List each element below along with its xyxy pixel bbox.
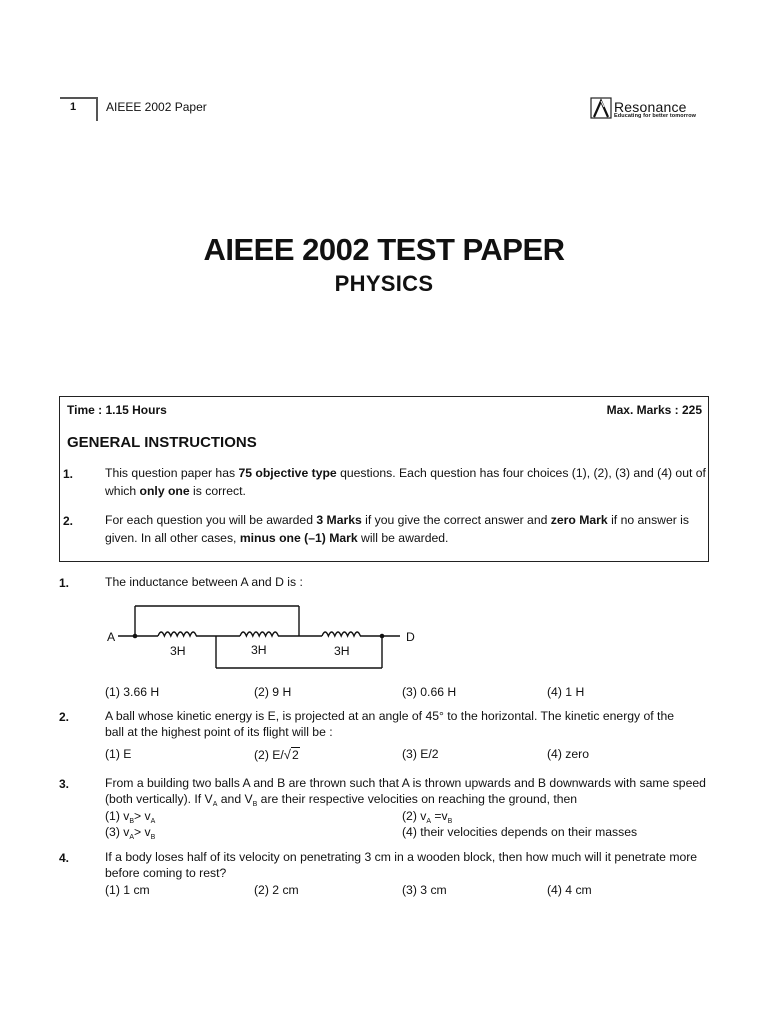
answer-option: (1) $v_B> v_A$ <box>105 809 156 825</box>
resonance-logo-icon <box>590 97 614 121</box>
question-number: 2. <box>59 710 70 724</box>
answer-option: (2) 9 H <box>254 685 292 699</box>
logo-tagline: Educating for better tomorrow <box>614 113 697 119</box>
instruction-number: 1. <box>63 467 74 481</box>
answer-option: (1) E <box>105 747 132 761</box>
answer-option: (4) their velocities depends on their masses <box>402 825 638 839</box>
answer-option: (2) 2 cm <box>254 883 299 897</box>
inductor-circuit-diagram <box>100 598 430 678</box>
question-text: If a body loses half of its velocity on penetrating 3 cm in a wooden block, then how much will it penetrate more <box>105 850 698 864</box>
page-title: AIEEE 2002 TEST PAPER <box>203 232 565 267</box>
answer-option: (2) $v_A =v_B$ <box>402 809 453 825</box>
inductor-label: 3H <box>334 644 350 658</box>
logo-name: Resonance <box>614 99 687 115</box>
answer-option: (4) zero <box>547 747 589 761</box>
page-subtitle: PHYSICS <box>334 271 434 296</box>
terminal-a-label: A <box>107 630 116 644</box>
time-label: Time : 1.15 Hours <box>67 403 167 417</box>
header-rule <box>60 97 98 99</box>
instruction-item: For each question you will be awarded 3 Marks if you give the correct answer and zero Mark if no answer is given. In all other cases, minus one (–1) Mark will be awarded. <box>105 513 689 545</box>
header-divider <box>96 97 98 121</box>
question-number: 3. <box>59 777 70 791</box>
question-text: From a building two balls A and B are thrown such that A is thrown upwards and B downwards with same speed <box>105 776 706 790</box>
instruction-number: 2. <box>63 514 74 528</box>
answer-option: (4) 1 H <box>547 685 585 699</box>
question-text: A ball whose kinetic energy is E, is projected at an angle of 45° to the horizontal. The kinetic energy of the <box>105 709 674 723</box>
paper-name: AIEEE 2002 Paper <box>106 100 207 114</box>
inductor-label: 3H <box>170 644 186 658</box>
instruction-item: This question paper has 75 objective type questions. Each question has four choices (1), (2), (3) and (4) out of which only one is correct. <box>105 466 706 498</box>
max-marks-label: Max. Marks : 225 <box>606 403 702 417</box>
question-text: The inductance between A and D is : <box>105 575 303 589</box>
page-number: 1 <box>70 101 77 113</box>
instructions-heading: GENERAL INSTRUCTIONS <box>67 434 257 451</box>
question-number: 1. <box>59 576 70 590</box>
question-text: before coming to rest? <box>105 866 227 880</box>
terminal-d-label: D <box>406 630 415 644</box>
answer-option: (2) E/√2 <box>254 747 299 762</box>
answer-option: (1) 3.66 H <box>105 685 160 699</box>
question-text: (both vertically). If $V_A$ and $V_B$ are their respective velocities on reaching the ground, then <box>105 792 578 808</box>
answer-option: (3) $v_A> v_B$ <box>105 825 156 841</box>
answer-option: (3) E/2 <box>402 747 439 761</box>
inductor-label: 3H <box>251 643 267 657</box>
question-number: 4. <box>59 851 70 865</box>
answer-option: (4) 4 cm <box>547 883 592 897</box>
question-text: ball at the highest point of its flight will be : <box>105 725 333 739</box>
answer-option: (3) 0.66 H <box>402 685 457 699</box>
answer-option: (3) 3 cm <box>402 883 447 897</box>
answer-option: (1) 1 cm <box>105 883 150 897</box>
